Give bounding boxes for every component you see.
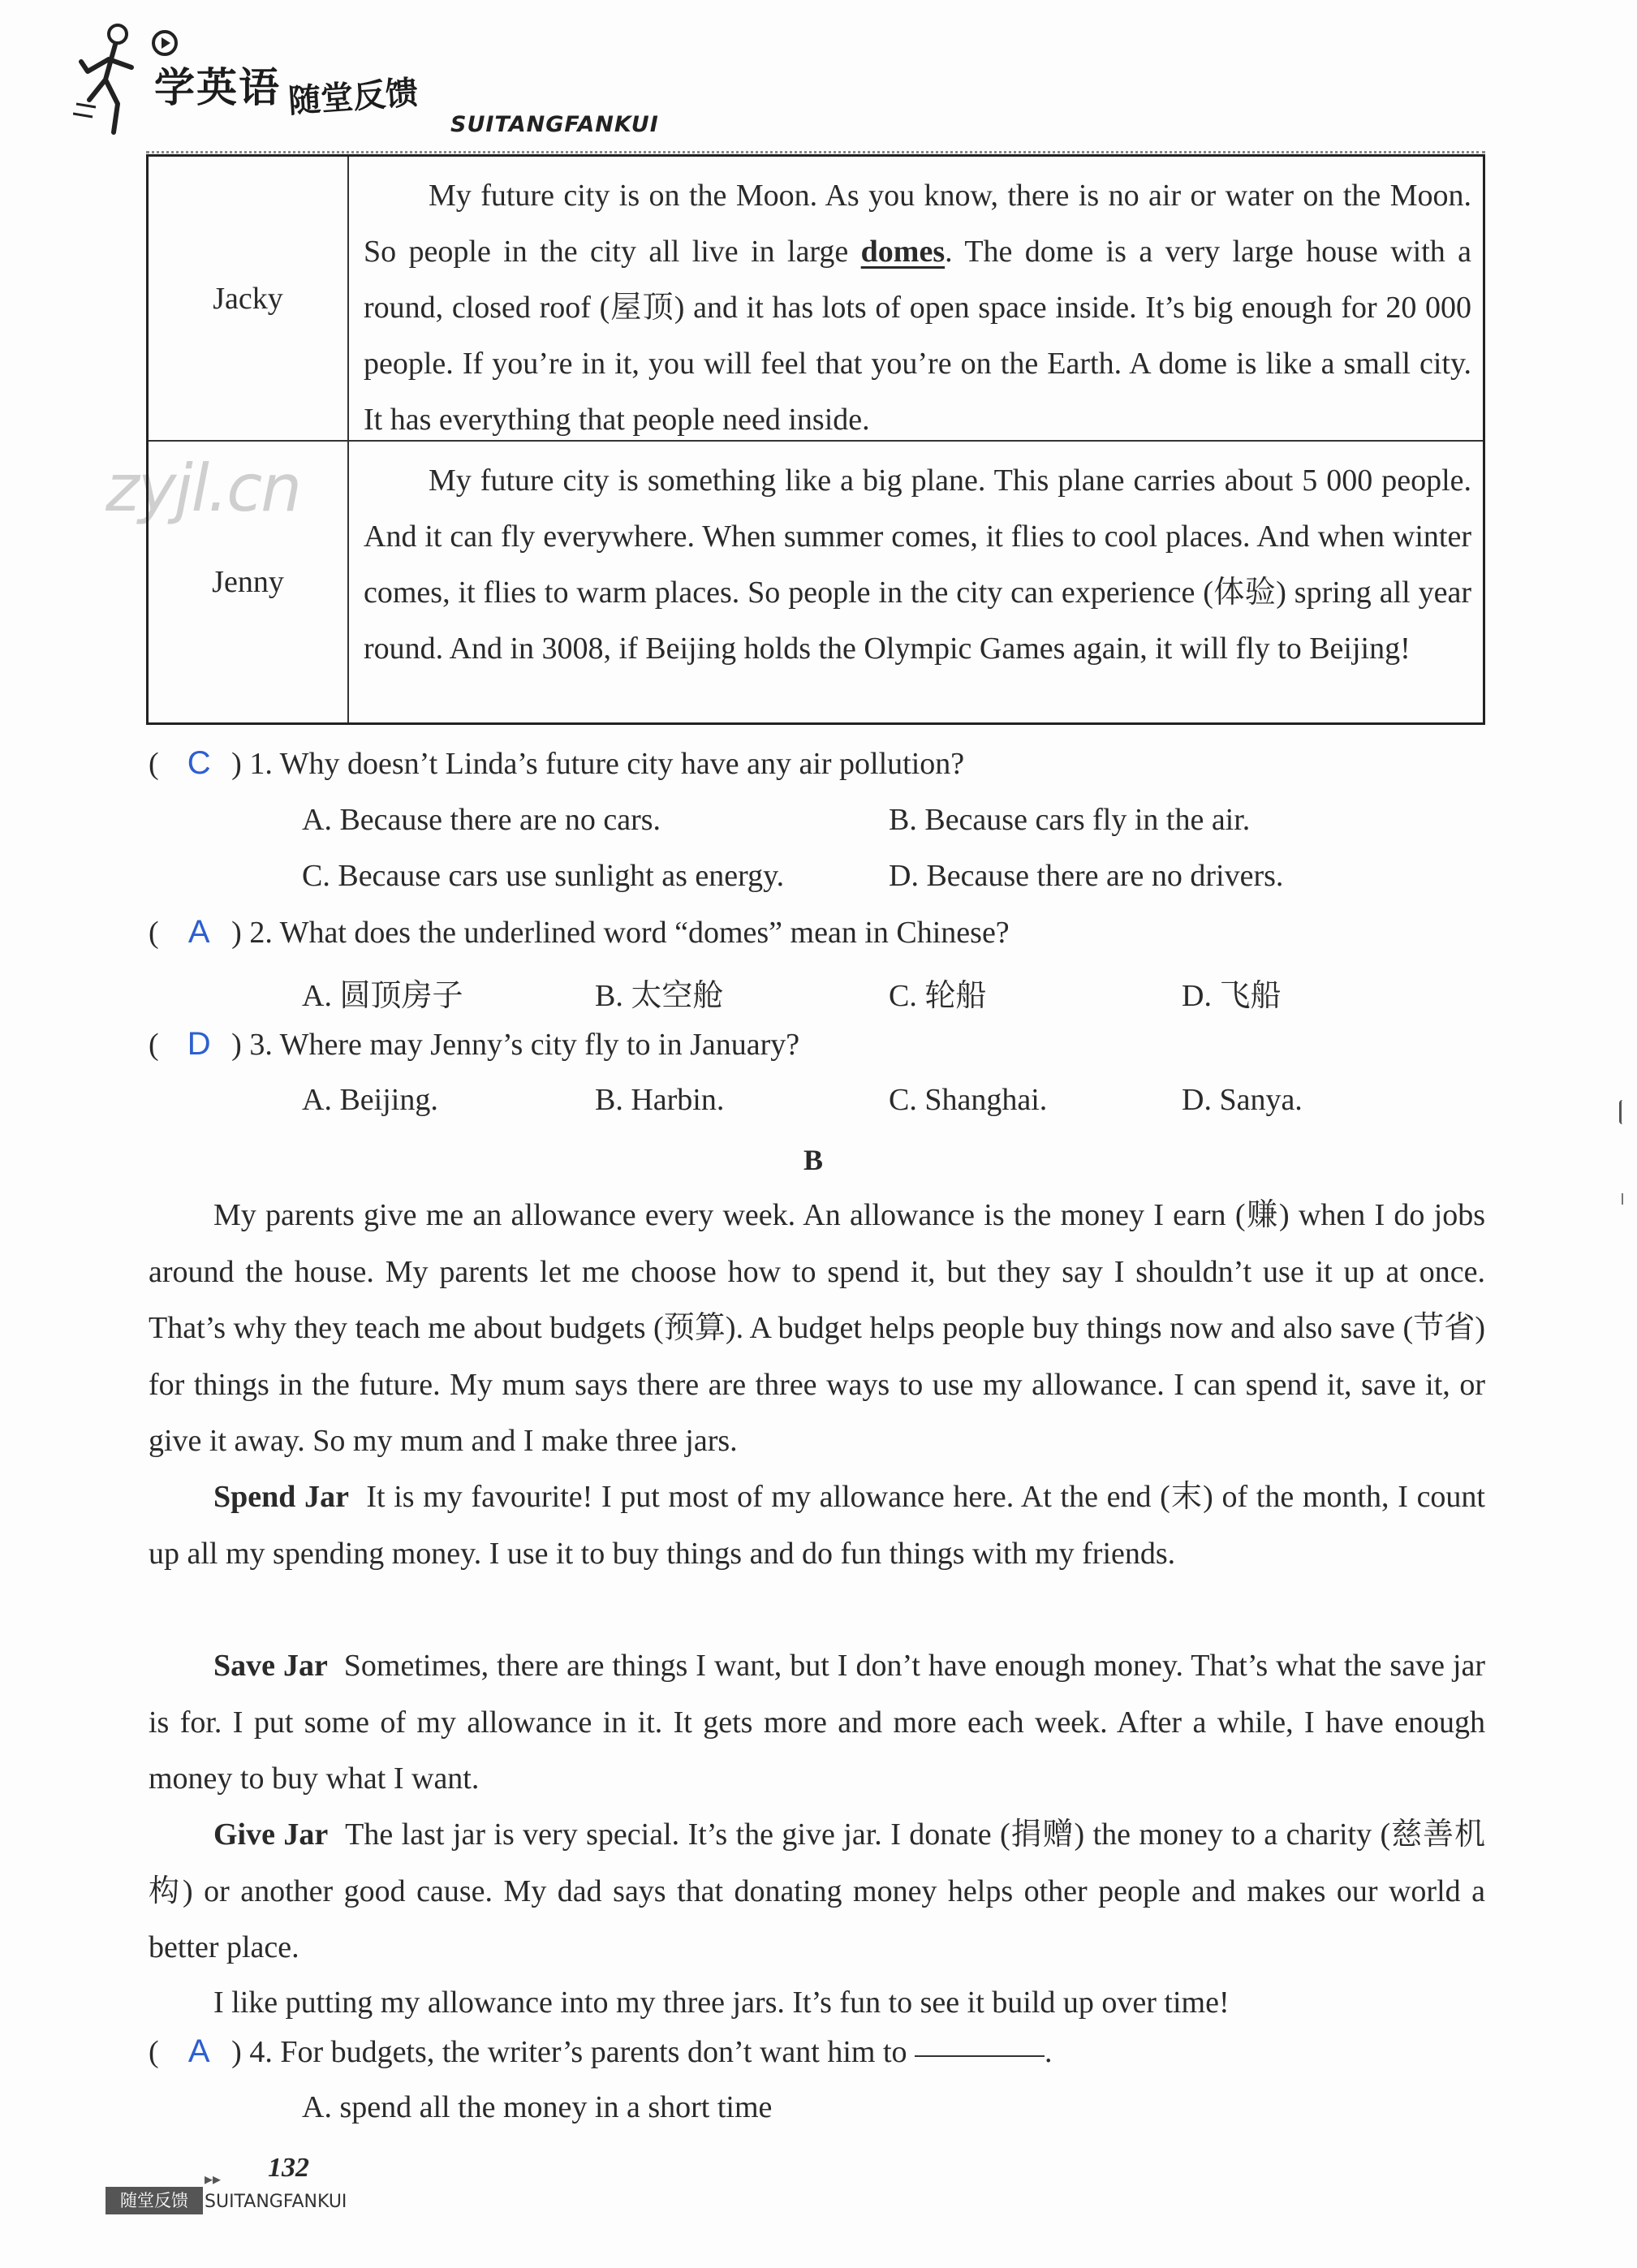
paragraph-heading: Give Jar (213, 1817, 329, 1852)
margin-mark (1622, 1193, 1623, 1205)
question-2: ( A ) 2. What does the underlined word “domes” mean in Chinese? (149, 914, 1010, 950)
option: C. Because cars use sunlight as energy. (302, 859, 785, 893)
answer-blank (915, 2055, 1045, 2057)
passage-table (146, 154, 1485, 725)
row-name: Jenny (149, 442, 349, 722)
passage-paragraph: Spend Jar It is my favourite! I put most of my allowance here. At the end (末) of the month, I count up all my spending money. I use it to buy things and do fun things with my friends. (149, 1480, 1485, 1571)
header-divider (146, 151, 1485, 153)
running-figure-logo-icon (73, 23, 146, 140)
option: A. Because there are no cars. (302, 803, 661, 837)
passage-paragraph: Save Jar Sometimes, there are things I want, but I don’t have enough money. That’s what the save jar is for. I put some of my allowance in it. It gets more and more each week. After a while, I have enough money to buy what I want. (149, 1649, 1485, 1796)
question-stem: 1. Why doesn’t Linda’s future city have any air pollution? (249, 747, 965, 781)
footer-label: 随堂反馈 (106, 2187, 203, 2214)
passage-paragraph: I like putting my allowance into my three jars. It’s fun to see it build up over time! (213, 1986, 1230, 2020)
paragraph-heading: Spend Jar (213, 1480, 349, 1514)
page-number: 132 (268, 2153, 309, 2183)
option: D. Because there are no drivers. (889, 859, 1284, 893)
option: C. Shanghai. (889, 1083, 1048, 1117)
footer-label-en: SUITANGFANKUI (205, 2192, 347, 2212)
passage-paragraph: My parents give me an allowance every week. An allowance is the money I earn (赚) when I do jobs around the house. My parents let me choose how to spend it, but they say I shouldn’t use it up at once. That’s why they teach me about budgets (预算). A budget helps people buy things now and also save (节省) for things in the future. My mum says there are three ways to use my allowance. I can spend it, save it, or give it away. So my mum and I make three jars. (149, 1198, 1485, 1458)
question-stem: 4. For budgets, the writer’s parents don’t want him to (249, 2035, 907, 2069)
question-3: ( D ) 3. Where may Jenny’s city fly to in January? (149, 1026, 800, 1062)
underlined-word: domes (860, 235, 946, 269)
question-4: ( A ) 4. For budgets, the writer’s parents don’t want him to . (149, 2033, 1053, 2069)
header-title: 学英语 (154, 64, 281, 111)
question-stem: 2. What does the underlined word “domes” mean in Chinese? (249, 916, 1010, 950)
answer-2: A (187, 914, 210, 950)
option: A. Beijing. (302, 1083, 438, 1117)
table-row (149, 442, 1483, 722)
option: B. 太空舱 (595, 979, 724, 1013)
option: D. 飞船 (1182, 979, 1282, 1013)
question-stem: 3. Where may Jenny’s city fly to in January? (249, 1028, 800, 1062)
table-row (149, 157, 1483, 442)
double-arrow-icon: ▸▸ (205, 2169, 222, 2188)
paragraph-heading: Save Jar (213, 1649, 328, 1683)
row-text: My future city is something like a big plane. This plane carries about 5 000 people. And it can fly everywhere. When summer comes, it flies to cool places. And when winter comes, it flies to warm places. So people in the city can experience (体验) spring all year round. And in 3008, if Beijing holds the Olympic Games again, it will fly to Beijing! (364, 464, 1471, 666)
header-subtitle: 随堂反馈 (286, 74, 420, 121)
option: B. Harbin. (595, 1083, 725, 1117)
page-header (73, 23, 1485, 144)
header-title-en: SUITANGFANKUI (450, 112, 659, 137)
option: A. spend all the money in a short time (302, 2090, 773, 2124)
question-1: ( C ) 1. Why doesn’t Linda’s future city have any air pollution? (149, 745, 965, 781)
row-name: Jacky (149, 157, 349, 440)
row-text: My future city is on the Moon. As you know, there is no air or water on the Moon. So people in the city all live in large domes. The dome is a very large house with a round, closed roof (屋顶) and it has lots of open space inside. It’s big enough for 20 000 people. If you’re in it, you will feel that you’re on the Earth. A dome is like a small city. It has everything that people need inside. (364, 179, 1472, 437)
option: A. 圆顶房子 (302, 979, 463, 1013)
passage-paragraph: Give Jar The last jar is very special. It’s the give jar. I donate (捐赠) the money to a charity (慈善机构) or another good cause. My dad says that donating money helps other people and makes our world a better place. (149, 1817, 1485, 1964)
answer-4: A (187, 2033, 210, 2069)
play-icon (151, 29, 179, 57)
option: B. Because cars fly in the air. (889, 803, 1251, 837)
option: C. 轮船 (889, 979, 987, 1013)
section-title: B (803, 1144, 824, 1176)
answer-3: D (187, 1026, 211, 1062)
option: D. Sanya. (1182, 1083, 1303, 1117)
margin-mark (1619, 1100, 1626, 1124)
watermark: zyjl.cn (106, 451, 300, 526)
answer-1: C (187, 745, 211, 781)
